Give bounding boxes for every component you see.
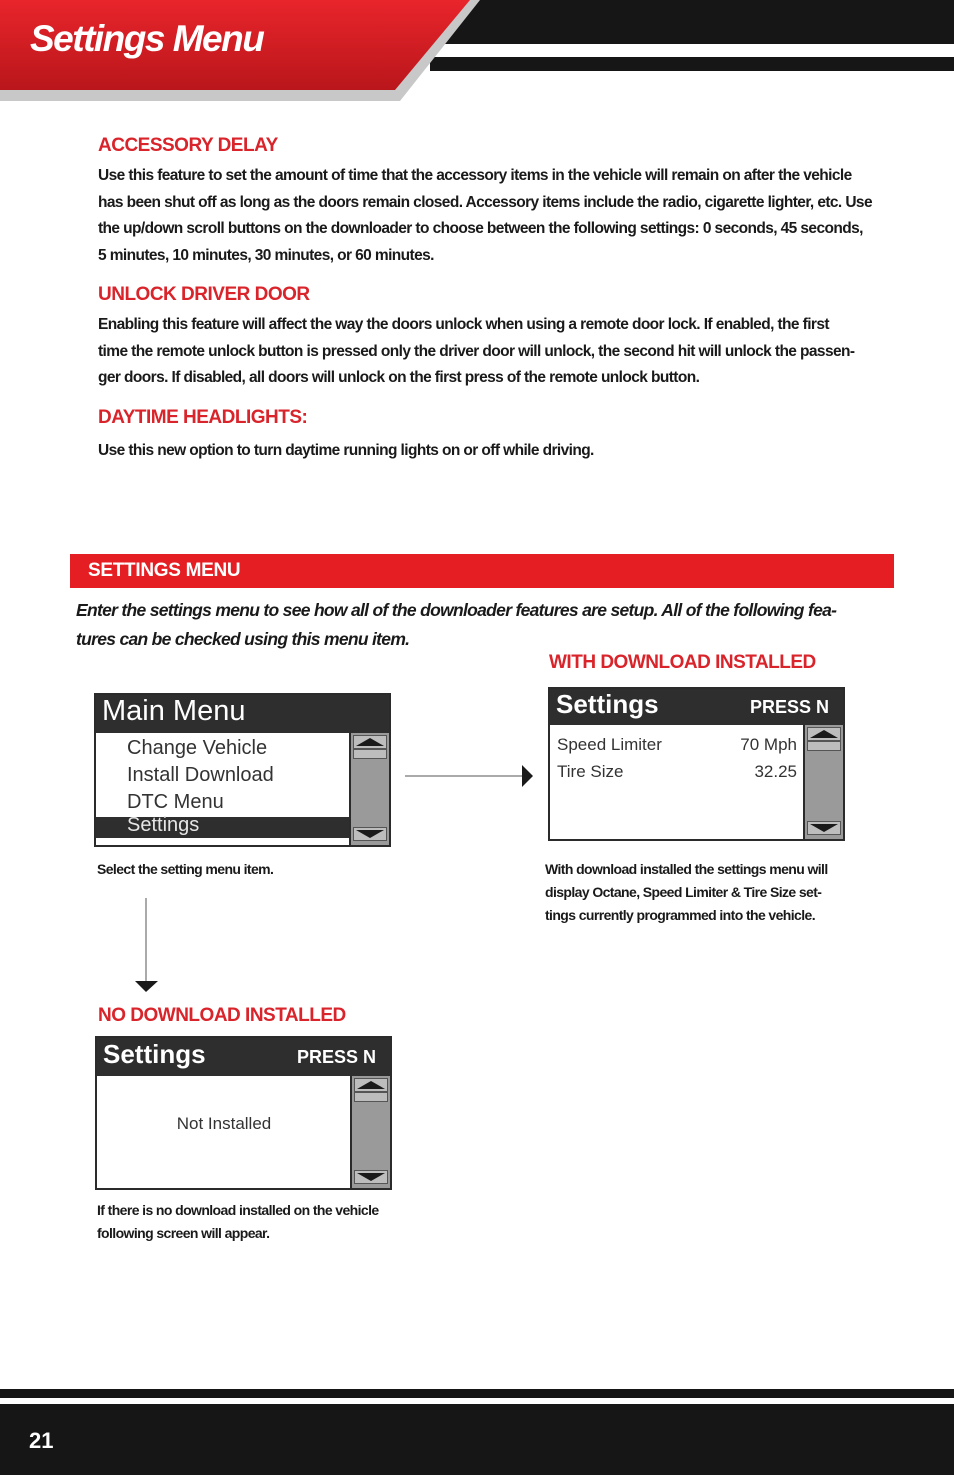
scroll-up-button[interactable] (807, 727, 841, 741)
text-line: following screen will appear. (97, 1225, 270, 1241)
main-menu-screen (94, 693, 391, 847)
text-line: has been shut off as long as the doors remain closed. Accessory items include the radio, cigarette lighter, etc. Use (98, 193, 872, 211)
settings-title: Settings (556, 689, 659, 719)
arrow-down-icon (810, 824, 838, 832)
scroll-down-button[interactable] (353, 827, 387, 841)
footer-line (0, 1389, 954, 1398)
scroll-up-button[interactable] (353, 735, 387, 749)
arrow-down-connector-icon (135, 981, 158, 992)
settings-screen-installed (548, 687, 845, 841)
text-line: Use this feature to set the amount of time that the accessory items in the vehicle will remain on after the vehicle (98, 167, 852, 184)
main-menu-scrollbar[interactable] (349, 733, 389, 845)
text-line: display Octane, Speed Limiter & Tire Size set- (545, 884, 822, 900)
text-line: time the remote unlock button is pressed only the driver door will unlock, the second hit will unlock the passen- (98, 342, 855, 360)
menu-item-settings-selected[interactable] (96, 814, 349, 838)
arrow-right-connector (400, 760, 540, 792)
settings-values-list (557, 731, 797, 785)
scroll-down-button[interactable] (354, 1170, 388, 1184)
main-menu-title: Main Menu (102, 695, 246, 727)
page-title: Settings Menu (30, 18, 264, 59)
settings-menu-bar-label: SETTINGS MENU (88, 560, 241, 581)
arrow-right-icon (522, 765, 533, 787)
main-menu-list (127, 735, 274, 816)
arrow-down-connector (130, 895, 164, 995)
text-line: Enabling this feature will affect the way the doors unlock when using a remote door lock. If enabled, the first (98, 316, 829, 333)
text-line: tings currently programmed into the vehicle. (545, 907, 815, 923)
arrow-down-icon (357, 1173, 385, 1181)
text-line: 5 minutes, 10 minutes, 30 minutes, or 60 minutes. (98, 246, 434, 264)
header-bar-bottom (430, 57, 954, 71)
text-line: ger doors. If disabled, all doors will unlock on the first press of the remote unlock button. (98, 369, 700, 386)
setting-value: 70 Mph (740, 735, 797, 754)
arrow-up-icon (356, 738, 384, 746)
daytime-headlights-text (98, 438, 898, 465)
arrow-down-icon (356, 830, 384, 838)
text-line: the up/down scroll buttons on the downloader to choose between the following settings: 0 seconds, 45 seconds, (98, 220, 863, 237)
text-line: tures can be checked using this menu item. (76, 629, 410, 649)
scroll-down-button[interactable] (807, 821, 841, 835)
setting-row-speed-limiter (557, 731, 797, 758)
settings-menu-bar (70, 554, 894, 588)
setting-row-tire-size (557, 758, 797, 785)
accessory-delay-heading: ACCESSORY DELAY (98, 135, 278, 156)
text-line: Use this new option to turn daytime running lights on or off while driving. (98, 442, 594, 459)
menu-item-install-download[interactable]: Install Download (127, 764, 274, 786)
main-menu-caption: Select the setting menu item. (97, 861, 274, 877)
scroll-thumb[interactable] (807, 741, 841, 751)
setting-value: 32.25 (754, 762, 797, 781)
settings-title: Settings (103, 1039, 206, 1069)
daytime-headlights-heading: DAYTIME HEADLIGHTS: (98, 407, 308, 428)
text-line: With download installed the settings menu will (545, 861, 828, 877)
settings-menu-intro (76, 596, 896, 654)
settings-title-bar (550, 689, 843, 725)
menu-item-settings: Settings (127, 814, 200, 836)
with-download-heading: WITH DOWNLOAD INSTALLED (549, 652, 816, 673)
not-installed-message: Not Installed (176, 1114, 272, 1133)
unlock-driver-door-heading: UNLOCK DRIVER DOOR (98, 284, 310, 305)
accessory-delay-text (98, 163, 898, 269)
header-bar-top (430, 0, 954, 44)
settings-scrollbar[interactable] (803, 725, 843, 839)
arrow-up-icon (810, 730, 838, 738)
settings-scrollbar[interactable] (350, 1076, 390, 1188)
setting-label: Tire Size (557, 762, 624, 781)
settings-title-bar (97, 1038, 390, 1076)
arrow-up-icon (357, 1081, 385, 1089)
scroll-thumb[interactable] (354, 1092, 388, 1102)
scroll-thumb[interactable] (353, 749, 387, 759)
menu-item-dtc-menu[interactable]: DTC Menu (127, 791, 224, 813)
main-menu-title-bar (96, 695, 389, 733)
settings-screen-not-installed (95, 1036, 392, 1190)
no-download-heading: NO DOWNLOAD INSTALLED (98, 1005, 346, 1026)
footer-bar (0, 1404, 954, 1475)
setting-label: Speed Limiter (557, 735, 662, 754)
page-number: 21 (29, 1428, 54, 1453)
text-line: Enter the settings menu to see how all of the downloader features are setup. All of the following fea- (76, 600, 837, 620)
with-download-caption (545, 858, 845, 927)
menu-item-change-vehicle[interactable]: Change Vehicle (127, 737, 268, 759)
text-line: If there is no download installed on the vehicle (97, 1202, 379, 1218)
unlock-driver-door-text (98, 312, 898, 392)
scroll-up-button[interactable] (354, 1078, 388, 1092)
no-download-caption (97, 1199, 407, 1245)
press-n-label: PRESS N (296, 1047, 376, 1067)
press-n-label: PRESS N (749, 697, 829, 717)
